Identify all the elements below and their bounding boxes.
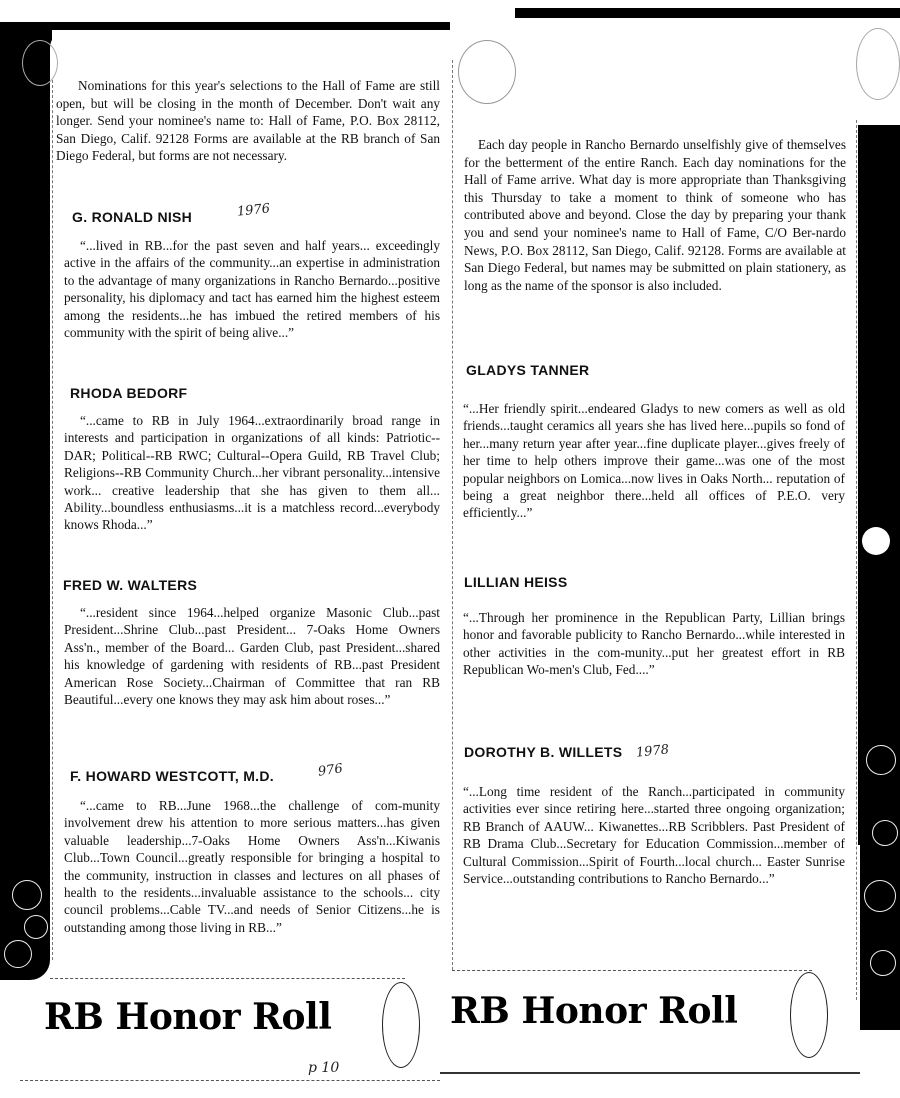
honoree-quote: “...Long time resident of the Ranch...participated in community activities ever since retiring here...started three ongoing organization; RB Branch of AAUW... Kiwanettes...RB Scribblers. Past President of RB Drama Club...Secretary for Education Commission...member of Cultural Commission...Spirit of Fourth...local church... Easter Sunrise Service...outstanding contributions to Rancho Bernardo...” <box>463 784 845 887</box>
honoree-name: G. RONALD NISH <box>72 209 193 225</box>
right-scroll-edge <box>856 120 857 1000</box>
honoree-name: DOROTHY B. WILLETS <box>464 744 623 760</box>
banner-bottom-edge <box>440 1072 860 1074</box>
banner-bottom-edge <box>20 1080 440 1081</box>
scroll-curl-top-right <box>856 28 900 100</box>
honoree-name: FRED W. WALTERS <box>63 577 198 593</box>
white-dot-decoration <box>862 527 890 555</box>
scroll-curl-top-left <box>22 40 58 86</box>
right-intro-paragraph: Each day people in Rancho Bernardo unselfishly give of themselves for the betterment of the entire Ranch. Each day nominations for the Hall of Fame arrive. What day is more appropriate than Thanksgiving this Thursday to take a moment to think of someone who has contributed above and beyond. Close the day by preparing your thank you and send your nominee's name to Hall of Fame, C/O Ber-nardo News, P.O. Box 28112, San Diego, Calif. 92128. Forms are available at San Diego Federal, but names may be submitted on plain stationery, as long as the name of the sponsor is also included. <box>464 137 846 293</box>
rose-icon <box>4 940 32 968</box>
honoree-quote: “...came to RB in July 1964...extraordinarily broad range in interests and participation in organizations of all kinds: Patriotic--DAR; Political--RB RWC; Cultural--Opera Guild, RB Travel Club; Religions--RB Community Church...her vibrant personality...intensive work... creative leadership that she has given to them all... Ability...boundless enthusiasms...it is a matchless record...everybody knows Rhoda...” <box>64 413 440 533</box>
banner-top-edge <box>452 970 812 971</box>
honor-roll-banner-title: RB Honor Roll <box>450 990 738 1032</box>
rose-icon <box>864 880 896 912</box>
handwritten-year-annotation: 1976 <box>236 201 271 220</box>
honoree-quote: “...resident since 1964...helped organize Masonic Club...past President...Shrine Club...past President... 7-Oaks Home Owners Ass'n., member of the Board... Garden Club, past President...shared his knowledge of gardening with residents of RB...past President American Rose Society...Chairman of Committee that ran RB Beautiful...every one knows they may ask him about roses...” <box>64 605 440 708</box>
rose-icon <box>24 915 48 939</box>
honoree-quote: “...Her friendly spirit...endeared Gladys to new comers as well as old friends...taught ceramics all years she has lived here...pupils so fond of her...many return year after year...fine duplicate player...gives freely of her time to help others improve their game...was one of the most popular neighbors on Lomica...now lives in Oaks North... reputation of being a great neighbor there...held all offices of P.E.O. very efficiently...” <box>463 401 845 521</box>
left-black-margin <box>0 22 52 902</box>
left-intro-paragraph: Nominations for this year's selections to the Hall of Fame are still open, but will be closing in the month of December. Don't wait any longer. Send your nominee's name to: Hall of Fame, P.O. Box 28112, San Diego, Calif. 92128 Forms are available at the RB branch of San Diego Federal, but forms are not necessary. <box>56 78 440 164</box>
top-border-band-right <box>515 8 900 18</box>
honoree-quote: “...lived in RB...for the past seven and half years... exceedingly active in the affairs of the community...an expertise in administration to the advantage of many organizations in Rancho Bernardo...positive personality, his diplomacy and tact has earned him the highest esteem among the residents...he has imbued the retired members of his community with the spirit of being alive...” <box>64 238 440 341</box>
rose-icon <box>12 880 42 910</box>
banner-top-edge <box>50 978 405 979</box>
rose-icon <box>872 820 898 846</box>
left-scroll-edge <box>52 80 53 960</box>
handwritten-page-annotation: p 10 <box>308 1060 340 1076</box>
rose-icon <box>866 745 896 775</box>
top-border-band-left <box>0 22 515 30</box>
honoree-name: F. HOWARD WESTCOTT, M.D. <box>70 768 274 784</box>
honoree-quote: “...Through her prominence in the Republican Party, Lillian brings honor and favorable publicity to Rancho Bernardo...while interested in other activities in the com-munity...put her greatest effort in RB Republican Wo-men's Club, Fed....” <box>463 610 845 678</box>
banner-scroll-curl <box>790 972 828 1058</box>
center-divider <box>452 60 453 970</box>
handwritten-year-annotation: 1978 <box>635 742 670 761</box>
scroll-curl-top-center <box>458 40 516 104</box>
honor-roll-banner-title: RB Honor Roll <box>44 996 332 1038</box>
honoree-name: LILLIAN HEISS <box>464 574 568 590</box>
rose-icon <box>870 950 896 976</box>
banner-scroll-curl <box>382 982 420 1068</box>
honoree-quote: “...came to RB...June 1968...the challenge of com-munity involvement drew his attention to more serious matters...has given valuable leadership...7-Oaks Home Owners Ass'n...Kiwanis Club...Town Council...greatly responsible for bringing a hospital to the community, instruction in classes and lectures on all phases of health to the residents...invaluable assistance to the schools... city council problems...Cable TV...and needs of Senior Citizens...he is outstanding among those living in RB...” <box>64 798 440 935</box>
honoree-name: GLADYS TANNER <box>466 362 590 378</box>
handwritten-year-annotation: 976 <box>317 761 344 780</box>
honoree-name: RHODA BEDORF <box>70 385 188 401</box>
